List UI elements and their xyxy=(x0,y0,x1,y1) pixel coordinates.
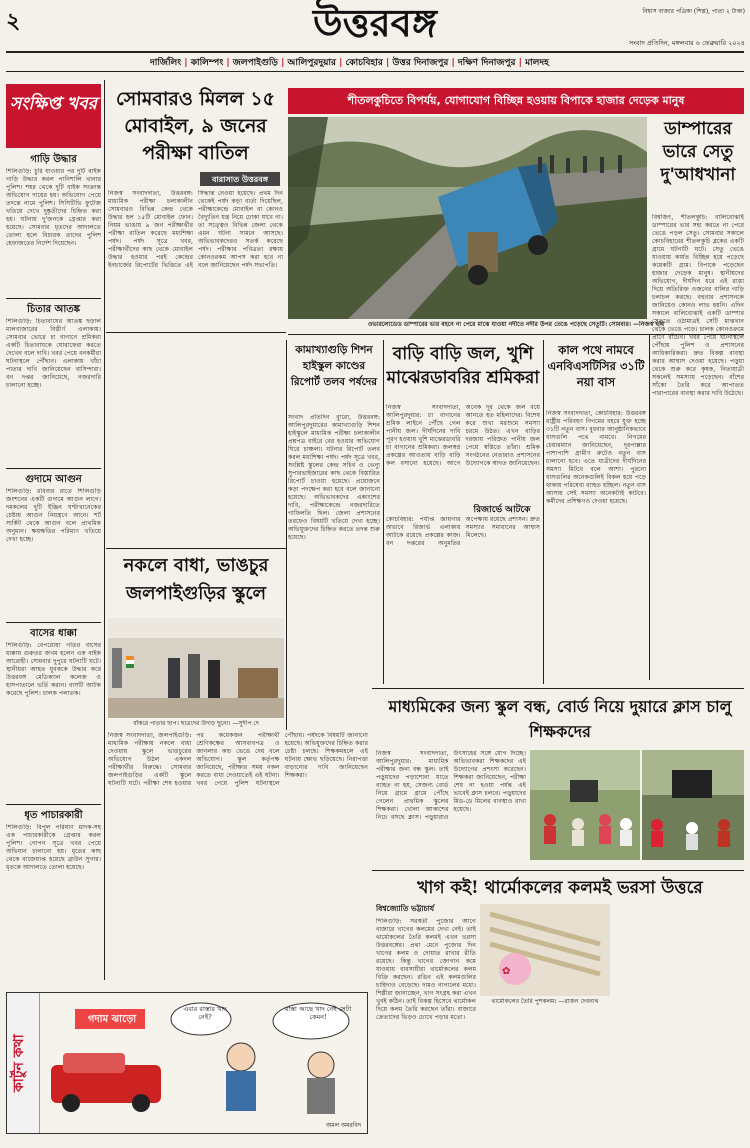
madhyamik-body: নিজস্ব সংবাদদাতা, আলিপুরদুয়ার: মাধ্যমিক পরীক্ষার জন্য বন্ধ স্কুল। তাই পড়ুয়াদের পড়াশোনা যাতে ব্যাহত না হয়, সেজন্য বোর্ড নিয়ে গ্রামে গ্রামে পৌঁছে গেলেন প্রাথমিক স্কুলের শিক্ষকরা। খোলা আকাশের নিচে বসছে ক্লাস। পড়ুয়ারাও উৎসাহের সঙ্গে যোগ দিচ্ছে। অভিভাবকরা শিক্ষকদের এই উদ্যোগের প্রশংসা করেছেন। শিক্ষকরা জানিয়েছেন, পরীক্ষা শেষ না হওয়া পর্যন্ত এই ভাবেই ক্লাস চলবে। পড়ুয়াদের মিড-ডে মিলের ব্যবস্থাও রাখা হয়েছে। xyxy=(376,750,526,821)
bridge-caption-credit: —নিজস্ব ছবি xyxy=(633,321,665,328)
bus-headline: কাল পথে নামবে এনবিএসটিসির ৩১টি নয়া বাস xyxy=(547,343,645,389)
brief-4-body: শিলিগুড়ি: বেপরোয়া গতির বাসের ধাক্কায় গুরুতর জখম হলেন এক বাইক আরোহী। সোমবার দুপুরে ঘটনাটি ঘটে। স্থানীয়রা আহত যুবককে উদ্ধার করে উত্তরবঙ্গ মেডিক্যাল কলেজ ও হাসপাতালে ভর্তি করান। বাসটি আটক করেছে পুলিশ। চালক পলাতক। xyxy=(6,642,101,697)
district-nav: দার্জিলিং | কালিম্পং | জলপাইগুড়ি | আলিপুরদুয়ার | কোচবিহার | উত্তর দিনাজপুর | দক্ষিণ দিনাজপুর | মালদহ xyxy=(150,58,549,68)
dateline-1: বিশ্বাস বাজার পত্রিকা (শিল্প), পাতা ২ টাকা) xyxy=(642,8,745,15)
water-sub-body: কোচবিহার: পর্যাপ্ত জায়গার অভাবে রিজার্ভ এলাকায় আটকে রয়েছে প্রকল্পের কাজ। বন দপ্তরের অনুমতির অপেক্ষায় রয়েছে প্রশাসন। দ্রুত সমস্যার সমাধানের আশ্বাস মিলেছে। xyxy=(386,516,540,547)
thermocol-byline: বিশ্বজ্যোতি ভট্টাচার্য xyxy=(376,904,435,913)
district-kalimpong[interactable]: কালিম্পং xyxy=(190,58,224,68)
brief-3-heading: গুদামে আগুন xyxy=(25,474,82,485)
cartoon-label-text: কার্টুন কথা xyxy=(11,1034,27,1092)
district-alipurduar[interactable]: আলিপুরদুয়ার xyxy=(287,58,336,68)
cartoon-vertical-label xyxy=(7,993,40,1133)
bridge-caption-text: ওভারলোডেড ডাম্পারের ভার বহনে না পেরে মাঝে যাওয়া নদীতে নদীর উপর তেঙে পড়েছে সেতুটি। সোমবার। xyxy=(367,321,631,328)
cartoon-bubble-2: রাস্তা আছে খাদ নেই সেটা কেমন! xyxy=(284,1005,352,1021)
thermocol-body-2 xyxy=(480,1010,744,1140)
kamakhyaguri-body: সংবাদ প্রতিদিন ব্যুরো, উত্তরবঙ্গ: আলিপুরদুয়ারের কামাখ্যাগুড়ি শিশন হাইস্কুলে মাধ্যমিক পরীক্ষা চলাকালীন প্রশ্নপত্র বাইরে বের হওয়ার অভিযোগ ঘিরে চাঞ্চল্য। ঘটনার রিপোর্ট তলব করল মধ্যশিক্ষা পর্ষদ। পর্ষদ সূত্রে খবর, সংশ্লিষ্ট স্কুলের কেন্দ্র সচিব ও ভেন্যু সুপারভাইজারের কাছ থেকে বিস্তারিত রিপোর্ট চাওয়া হয়েছে। প্রয়োজনে কড়া পদক্ষেপ করা হবে বলে জানানো হয়েছে। অভিভাবকদের একাংশের দাবি, পরীক্ষাকেন্দ্রে নজরদারিতে গাফিলতি ছিল। জেলা প্রশাসনের তরফেও বিষয়টি খতিয়ে দেখা হচ্ছে। অভিযুক্তদের চিহ্নিত করতে তদন্ত শুরু হয়েছে। xyxy=(288,414,380,541)
water-headline: বাড়ি বাড়ি জল, খুশি মাঝেরডাবরির শ্রমিকরা xyxy=(386,344,540,388)
school-body: নিজস্ব সংবাদদাতা, জলপাইগুড়ি: মাধ্যমিক পরীক্ষায় নকলে বাধা দেওয়ায় স্কুলে ভাঙচুরের অভিযোগ উঠল একদল পরীক্ষার্থীর বিরুদ্ধে। সোমবার জলপাইগুড়ির একটি স্কুলে ঘটনাটি ঘটে। পরীক্ষা শেষ হওয়ার পর কয়েকজন পরীক্ষার্থী শ্রেণিকক্ষের আসবাবপত্র ও জানলার কাচ ভেঙে দেয় বলে অভিযোগ। স্কুল কর্তৃপক্ষ জানিয়েছে, পরীক্ষার সময় নকল করতে বাধা দেওয়াতেই এই ঘটনা। খবর পেয়ে পুলিশ ঘটনাস্থলে পৌঁছায়। পর্ষদকে বিষয়টি জানানো হয়েছে। অভিযুক্তদের চিহ্নিত করার চেষ্টা চলছে। শিক্ষকমহলে এই ঘটনায় ক্ষোভ ছড়িয়েছে। নিরাপত্তা বাড়ানোর দাবি জানিয়েছেন শিক্ষকরা। xyxy=(108,732,368,787)
dateline-2: সংবাদ প্রতিদিন, মঙ্গলবার ৬ ফেব্রুয়ারি ২০২৪ xyxy=(628,39,745,47)
bus-body: নিজস্ব সংবাদদাতা, কোচবিহার: উত্তরবঙ্গ রাষ্ট্রীয় পরিবহণ নিগমের বহরে যুক্ত হচ্ছে ৩১টি নতুন বাস। বুধবার আনুষ্ঠানিকভাবে বাসগুলি পথে নামবে। নিগমের চেয়ারম্যান জানিয়েছেন, দূরপাল্লার পাশাপাশি গ্রামীণ রুটেও নতুন বাস চালানো হবে। এতে যাত্রীদের দীর্ঘদিনের সমস্যা মিটবে বলে আশা। পুরনো বাসগুলির অনেকগুলিই বিকল হয়ে পড়ে থাকায় পরিষেবা ব্যাহত হচ্ছিল। নতুন বাস আসায় সেই সমস্যা অনেকটাই কাটবে। কর্মীদের প্রশিক্ষণও দেওয়া হয়েছে। xyxy=(546,410,646,505)
bridge-headline: ডাম্পারের ভারে সেতু দু'আধখানা xyxy=(660,119,736,185)
cartoon-credit: অমল অমরবিদ xyxy=(326,1122,361,1129)
school-photo xyxy=(108,618,284,718)
district-malda[interactable]: মালদহ xyxy=(525,58,549,68)
bridge-photo xyxy=(288,117,647,319)
brief-2-body: শিলিগুড়ি: চিতাবাঘের আতঙ্ক ছড়াল মালবাজারের বিস্তীর্ণ এলাকায়। সোমবার ভোরে চা বাগানে শ্রমিকরা একটি চিতাবাঘকে ঘোরাফেরা করতে দেখেন বলে দাবি। খবর পেয়ে বনকর্মীরা ঘটনাস্থলে পৌঁছান। এলাকায় খাঁচা পাতার দাবি জানিয়েছেন বাসিন্দারা। বন দপ্তর জানিয়েছে, নজরদারি চালানো হচ্ছে। xyxy=(6,318,101,389)
district-uttar-dinajpur[interactable]: উত্তর দিনাজপুর xyxy=(392,58,449,68)
mobile-body: নিজস্ব সংবাদদাতা, উত্তরবঙ্গ: মাধ্যমিক পরীক্ষা চলাকালীন সোমবারও বিভিন্ন কেন্দ্র থেকে উদ্ধার হল ১৫টি মোবাইল ফোন। নিয়ম ভাঙায় ৯ জন পরীক্ষার্থীর পরীক্ষা বাতিল করেছে মধ্যশিক্ষা পর্ষদ। পর্ষদ সূত্রে খবর, পরীক্ষার্থীদের কাছ থেকে মোবাইল উদ্ধার হওয়ার পরই কেন্দ্রের ইনচার্জের রিপোর্টের ভিত্তিতে এই সিদ্ধান্ত নেওয়া হয়েছে। প্রথম দিন থেকেই পর্ষদ কড়া বার্তা দিয়েছিল, পরীক্ষাকেন্দ্রে মোবাইল বা কোনও বৈদ্যুতিন যন্ত্র নিয়ে ঢোকা যাবে না। তা সত্ত্বেও বিভিন্ন জেলা থেকে এমন ঘটনা সামনে আসছে। অভিভাবকদেরও সতর্ক করেছে পর্ষদ। পরীক্ষার পবিত্রতা রক্ষায় কোনওরকম আপস করা হবে না বলে জানিয়েছেন পর্ষদ সভাপতি। xyxy=(108,190,283,269)
section-title: উত্তরবঙ্গ xyxy=(312,0,438,45)
brief-2-heading: চিতার আতঙ্ক xyxy=(26,304,81,315)
thermocol-photo xyxy=(480,904,610,996)
water-body: নিজস্ব সংবাদদাতা, আলিপুরদুয়ার: চা বাগানের শ্রমিক লাইনে পৌঁছে গেল পানীয় জল। দীর্ঘদিনের দাবি পূরণ হওয়ায় খুশি মাঝেরডাবরি চা বাগানের শ্রমিকরা। জলস্বপ্ন প্রকল্পের আওতায় বাড়ি বাড়ি কল বসানো হয়েছে। আগে অনেক দূর থেকে জল বয়ে আনতে হত মহিলাদের। বিশেষ করে শুখা মরশুমে সমস্যা চরমে উঠত। এখন বাড়ির দরজায় পরিস্রুত পানীয় জল পেয়ে স্বস্তিতে তাঁরা। শ্রমিক সংগঠনের নেতারাও প্রশাসনের উদ্যোগকে স্বাগত জানিয়েছেন। xyxy=(386,404,540,467)
brief-1-heading: গাড়ি উদ্ধার xyxy=(30,154,77,165)
kamakhyaguri-headline: কামাখ্যাগুড়ি শিশন হাইস্কুল কাণ্ডের রিপোর্ট তলব পর্ষদের xyxy=(290,344,378,388)
madhyamik-headline: মাধ্যমিকের জন্য স্কুল বন্ধ, বোর্ড নিয়ে দুয়ারে ক্লাস চালু শিক্ষকদের xyxy=(388,697,732,741)
cartoon-banner: গদাম ঝাড়ো xyxy=(87,1014,137,1025)
school-caption-text: বাঁকরে পাতার ছাপ। ছাত্রদের উদাড় ছুনো। xyxy=(133,720,231,727)
brief-3-body: শিলিগুড়ি: রবিবার রাতে শিলিগুড়ি জংশনের একটি গুদামে আগুন লাগে। দমকলের দুটি ইঞ্জিন ঘণ্টাখানেকের চেষ্টায় আগুন নিয়ন্ত্রণে আনে। শর্ট সার্কিট থেকে আগুন বলে প্রাথমিক অনুমান। ক্ষয়ক্ষতির পরিমাণ খতিয়ে দেখা হচ্ছে। xyxy=(6,488,101,543)
bridge-body: বিশ্বজিৎ, শীতলকুচি: বালিবোঝাই ডাম্পারের ভার সহ্য করতে না পেরে ভেঙে পড়ল সেতু। সোমবার সকালে কোচবিহারের শীতলকুচি ব্লকের একটি গ্রামে ঘটনাটি ঘটে। সেতু ভেঙে যাওয়ায় কার্যত বিচ্ছিন্ন হয়ে পড়েছে কয়েকটি গ্রাম। বিপাকে পড়েছেন হাজার দেড়েক মানুষ। স্থানীয়দের অভিযোগ, দীর্ঘদিন ধরে এই রাস্তা দিয়ে অতিরিক্ত ওজনের বালির গাড়ি চলাচল করছে। বহুবার প্রশাসনকে জানিয়েও কোনও লাভ হয়নি। এদিন সকালে বালিবোঝাই একটি ডাম্পার সেতুতে ওঠামাত্রই সেটি মাঝখান থেকে ভেঙে পড়ে। চালক কোনওক্রমে প্রাণে বাঁচেন। খবর পেয়ে ঘটনাস্থলে পৌঁছায় পুলিশ ও প্রশাসনের আধিকারিকরা। দ্রুত বিকল্প ব্যবস্থা করার আশ্বাস দেওয়া হয়েছে। পড়ুয়া থেকে শুরু করে কৃষক, নিত্যযাত্রী সকলেই সমস্যায় পড়েছেন। বাঁশের সাঁকো তৈরি করে আপাতত পারাপারের ব্যবস্থা করার দাবি উঠেছে। xyxy=(652,214,744,397)
district-jalpaiguri[interactable]: জলপাইগুড়ি xyxy=(232,58,278,68)
page-number: ২ xyxy=(6,8,21,34)
mobile-body-cont xyxy=(108,336,283,546)
brief-news-title: সংক্ষিপ্ত খবর xyxy=(9,94,98,114)
brief-5-heading: ধৃত পাচারকারী xyxy=(24,810,83,821)
thermocol-caption: থার্মোকলের তৈরি পুশকলম। —রাজন দেবনাথ xyxy=(491,998,599,1005)
madhyamik-photo xyxy=(530,750,640,860)
cartoon-bubble-1: এবার রাস্তার খাদ নেই? xyxy=(183,1005,227,1021)
school-headline: নকলে বাধা, ভাঙচুর জলপাইগুড়ির স্কুলে xyxy=(123,555,269,604)
bridge-banner xyxy=(288,88,744,114)
thermocol-body: শিলিগুড়ি: সরস্বতী পুজোর আগে বাজারে খাগের কলমের দেখা নেই। তাই থার্মোকলের তৈরি কলমই এখন ভরসা উত্তরবঙ্গের। প্রথা মেনে পুজোর দিন খাগের কলম ও দোয়াত রাখার রীতি রয়েছে। কিন্তু খাগের জোগান কমে যাওয়ায় ব্যবসায়ীরা থার্মোকলের কলম বিক্রি করছেন। রঙিন এই কলমগুলির চাহিদাও বেড়েছে। দামও নাগালের মধ্যে। শিল্পীরা জানাচ্ছেন, খাগ সংগ্রহ করা এখন খুবই কঠিন। তাই বিকল্প হিসেবে থার্মোকল দিয়ে কলম তৈরি করছেন তাঁরা। বাজারে ক্রেতাদের ভিড়ও চোখে পড়ার মতো। xyxy=(376,918,476,1021)
school-caption-credit: —সুদীপ দে xyxy=(232,720,259,727)
bridge-banner-text: শীতলকুচিতে বিপর্যয়, যোগাযোগ বিচ্ছিন্ন হওয়ায় বিপাকে হাজার দেড়েক মানুষ xyxy=(347,94,685,107)
mobile-byline-text: বারাসাত উত্তরবঙ্গ xyxy=(212,174,268,184)
school-caption xyxy=(108,720,284,730)
water-sub-heading: রিজার্ভে আটকে xyxy=(473,505,531,514)
madhyamik-photo-2 xyxy=(642,750,744,860)
district-coochbehar[interactable]: কোচবিহার xyxy=(345,58,383,68)
cartoon-box xyxy=(6,992,368,1134)
mobile-headline: সোমবারও মিলল ১৫ মোবাইল, ৯ জনের পরীক্ষা বাতিল xyxy=(115,88,276,164)
brief-1-body: শিলিগুড়ি: চুরি যাওয়ার পর দুটি বাইক গাড়ি উদ্ধার করল পানিশালি থানার পুলিশ। শহর থেকে দুটি বাইক সংক্রান্ত অভিযোগ দায়ের হয়। অভিযোগ পেয়ে তদন্তে নামে পুলিশ। সিসিটিভি ফুটেজ খতিয়ে দেখে দুষ্কৃতীদের চিহ্নিত করা হয়। ঘটনায় দু'জনকে গ্রেপ্তার করা হয়েছে। সোমবার ধৃতদের আদালতে তোলা হলে বিচারক তাদের পুলিশ হেফাজতের নির্দেশ দিয়েছেন। xyxy=(6,168,101,247)
district-dakshin-dinajpur[interactable]: দক্ষিণ দিনাজপুর xyxy=(457,58,516,68)
thermocol-headline: খাগ কই! থার্মোকলের কলমই ভরসা উত্তরে xyxy=(417,878,703,898)
mobile-byline-tag xyxy=(200,172,280,186)
brief-5-body: শিলিগুড়ি: বিপুল পরিমাণ মাদক-সহ এক পাচারকারীকে গ্রেপ্তার করল পুলিশ। গোপন সূত্রে খবর পেয়ে অভিযান চালানো হয়। ধৃতের কাছ থেকে বাজেয়াপ্ত হয়েছে ব্রাউন সুগার। ধৃতকে আদালতে তোলা হয়েছে। xyxy=(6,824,101,871)
district-darjeeling[interactable]: দার্জিলিং xyxy=(150,58,182,68)
brief-news-box xyxy=(6,84,101,148)
svg-text:✿: ✿ xyxy=(502,966,511,977)
brief-4-heading: বাসের ধাক্কা xyxy=(30,628,77,639)
